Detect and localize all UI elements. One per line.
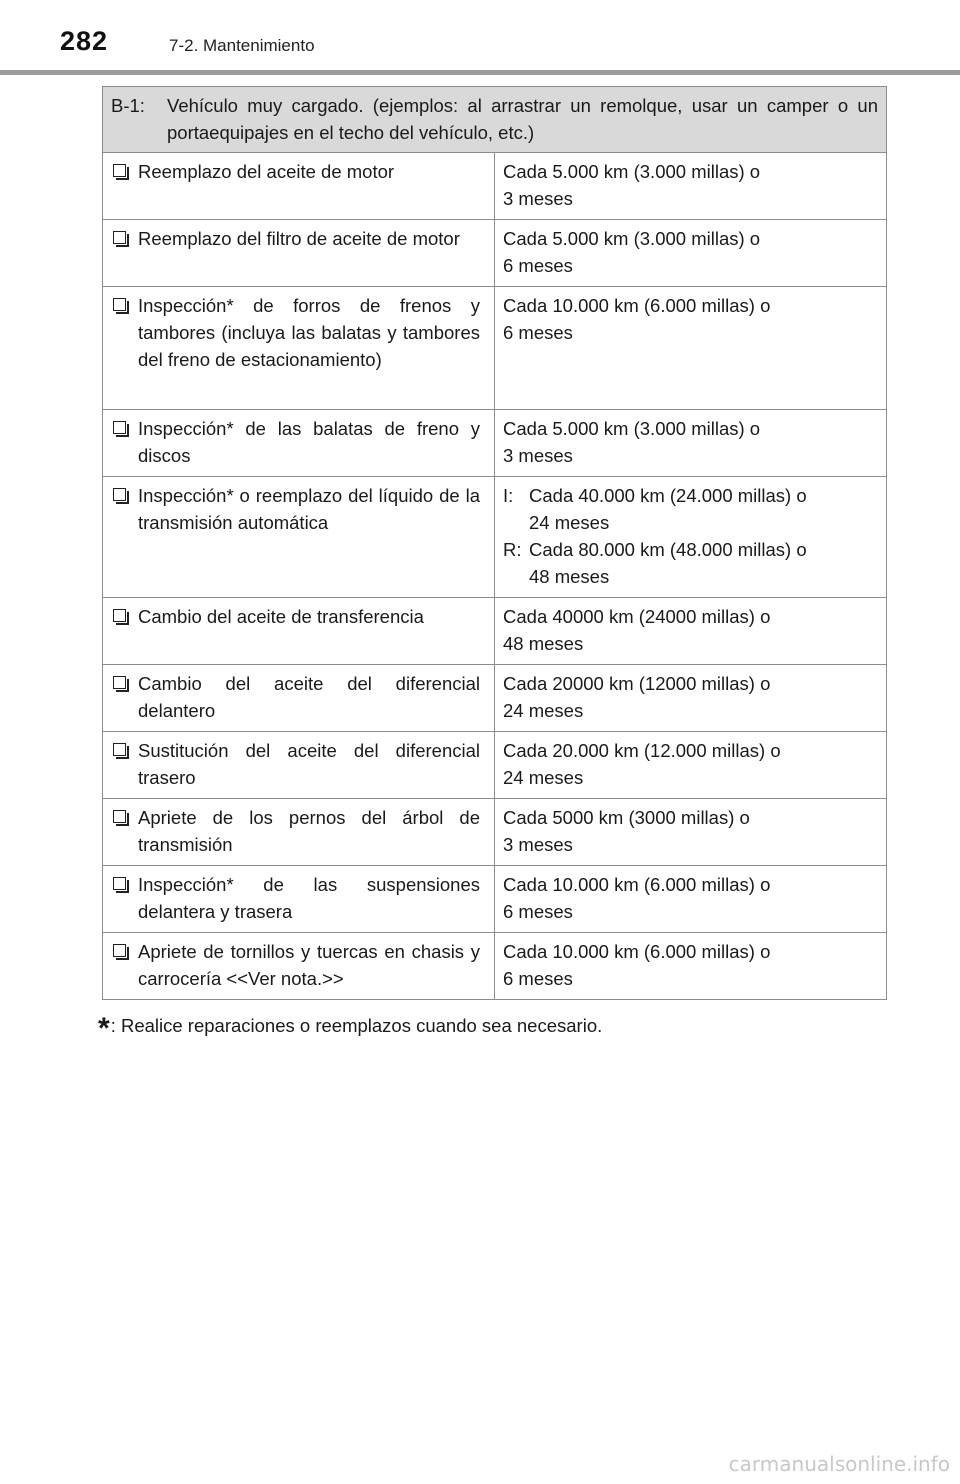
interval-line: 3 meses xyxy=(503,834,573,855)
interval-cell xyxy=(495,287,887,410)
interval-line: 3 meses xyxy=(503,188,573,209)
table-row xyxy=(103,410,887,477)
interval-cell xyxy=(495,933,887,1000)
item-cell xyxy=(103,799,495,866)
checkbox-square-icon xyxy=(113,488,126,501)
interval-cell xyxy=(495,665,887,732)
checkbox-square-icon xyxy=(113,298,126,311)
interval-cell xyxy=(495,598,887,665)
checkbox-square-icon xyxy=(113,810,126,823)
item-cell xyxy=(103,665,495,732)
item-text: Sustitución del aceite del diferencial trasero xyxy=(138,740,480,788)
table-row xyxy=(103,287,887,410)
interval-line: Cada 5.000 km (3.000 millas) o xyxy=(503,418,761,439)
interval-cell xyxy=(495,220,887,287)
table-row xyxy=(103,477,887,598)
footnote xyxy=(98,1012,602,1046)
page-header xyxy=(0,0,960,80)
interval-line: 48 meses xyxy=(503,633,584,654)
interval-code: I: xyxy=(503,485,514,506)
interval-cell xyxy=(495,153,887,220)
table-row xyxy=(103,732,887,799)
inspection-interval xyxy=(503,482,878,536)
item-text: Inspección* o reemplazo del líquido de la transmisión automática xyxy=(138,485,480,533)
item-cell xyxy=(103,287,495,410)
interval-cell xyxy=(495,732,887,799)
maintenance-schedule-table xyxy=(102,86,887,1000)
page-number: 282 xyxy=(60,26,109,56)
table-row xyxy=(103,665,887,732)
interval-cell xyxy=(495,410,887,477)
condition-text: Vehículo muy cargado. (ejemplos: al arrastrar un remolque, usar un camper o un portaequipajes en el techo del vehículo, etc.) xyxy=(167,95,878,143)
checkbox-square-icon xyxy=(113,609,126,622)
interval-code: R: xyxy=(503,539,522,560)
table-row xyxy=(103,598,887,665)
checkbox-square-icon xyxy=(113,877,126,890)
interval-line: 6 meses xyxy=(503,322,573,343)
interval-line: Cada 5000 km (3000 millas) o xyxy=(503,807,750,828)
interval-line: 6 meses xyxy=(503,255,573,276)
condition-row xyxy=(103,87,887,153)
footnote-marker: * xyxy=(98,1012,110,1045)
watermark: carmanualsonline.info xyxy=(728,1452,950,1476)
table-row xyxy=(103,799,887,866)
table-row xyxy=(103,220,887,287)
item-text: Cambio del aceite de transferencia xyxy=(138,606,424,627)
item-cell xyxy=(103,598,495,665)
interval-line: Cada 10.000 km (6.000 millas) o xyxy=(503,941,771,962)
condition-cell xyxy=(103,87,887,153)
interval-line: 6 meses xyxy=(503,968,573,989)
interval-line: Cada 5.000 km (3.000 millas) o xyxy=(503,161,761,182)
interval-line: Cada 40000 km (24000 millas) o xyxy=(503,606,771,627)
checkbox-square-icon xyxy=(113,231,126,244)
item-cell xyxy=(103,933,495,1000)
checkbox-square-icon xyxy=(113,164,126,177)
interval-line: Cada 10.000 km (6.000 millas) o xyxy=(503,295,771,316)
item-cell xyxy=(103,153,495,220)
item-cell xyxy=(103,866,495,933)
section-title: 7-2. Mantenimiento xyxy=(169,36,315,55)
interval-line: Cada 40.000 km (24.000 millas) o xyxy=(529,485,807,506)
item-cell xyxy=(103,732,495,799)
interval-cell xyxy=(495,866,887,933)
interval-line: 24 meses xyxy=(529,512,610,533)
interval-cell xyxy=(495,799,887,866)
interval-line: Cada 80.000 km (48.000 millas) o xyxy=(529,539,807,560)
checkbox-square-icon xyxy=(113,743,126,756)
footnote-text: : Realice reparaciones o reemplazos cuando sea necesario. xyxy=(110,1015,603,1036)
checkbox-square-icon xyxy=(113,676,126,689)
item-text: Inspección* de las balatas de freno y discos xyxy=(138,418,480,466)
item-text: Apriete de los pernos del árbol de transmisión xyxy=(138,807,480,855)
item-cell xyxy=(103,410,495,477)
interval-line: 24 meses xyxy=(503,767,584,788)
item-text: Reemplazo del aceite de motor xyxy=(138,161,395,182)
interval-line: Cada 5.000 km (3.000 millas) o xyxy=(503,228,761,249)
interval-line: 3 meses xyxy=(503,445,573,466)
table-row xyxy=(103,866,887,933)
interval-line: Cada 20000 km (12000 millas) o xyxy=(503,673,771,694)
table-row xyxy=(103,153,887,220)
checkbox-square-icon xyxy=(113,421,126,434)
interval-line: 6 meses xyxy=(503,901,573,922)
item-text: Inspección* de las suspensiones delantera y trasera xyxy=(138,874,480,922)
item-cell xyxy=(103,220,495,287)
item-text: Inspección* de forros de frenos y tambores (incluya las balatas y tambores del freno de estacionamiento) xyxy=(138,295,480,370)
checkbox-square-icon xyxy=(113,944,126,957)
item-text: Cambio del aceite del diferencial delantero xyxy=(138,673,480,721)
interval-line: Cada 10.000 km (6.000 millas) o xyxy=(503,874,771,895)
interval-cell xyxy=(495,477,887,598)
interval-line: 24 meses xyxy=(503,700,584,721)
interval-line: 48 meses xyxy=(529,566,610,587)
table-row xyxy=(103,933,887,1000)
header-rule xyxy=(0,70,960,75)
interval-line: Cada 20.000 km (12.000 millas) o xyxy=(503,740,781,761)
replacement-interval xyxy=(503,536,878,590)
item-text: Apriete de tornillos y tuercas en chasis y carrocería <<Ver nota.>> xyxy=(138,941,480,989)
condition-code: B-1: xyxy=(111,95,145,116)
item-cell xyxy=(103,477,495,598)
item-text: Reemplazo del filtro de aceite de motor xyxy=(138,228,460,249)
